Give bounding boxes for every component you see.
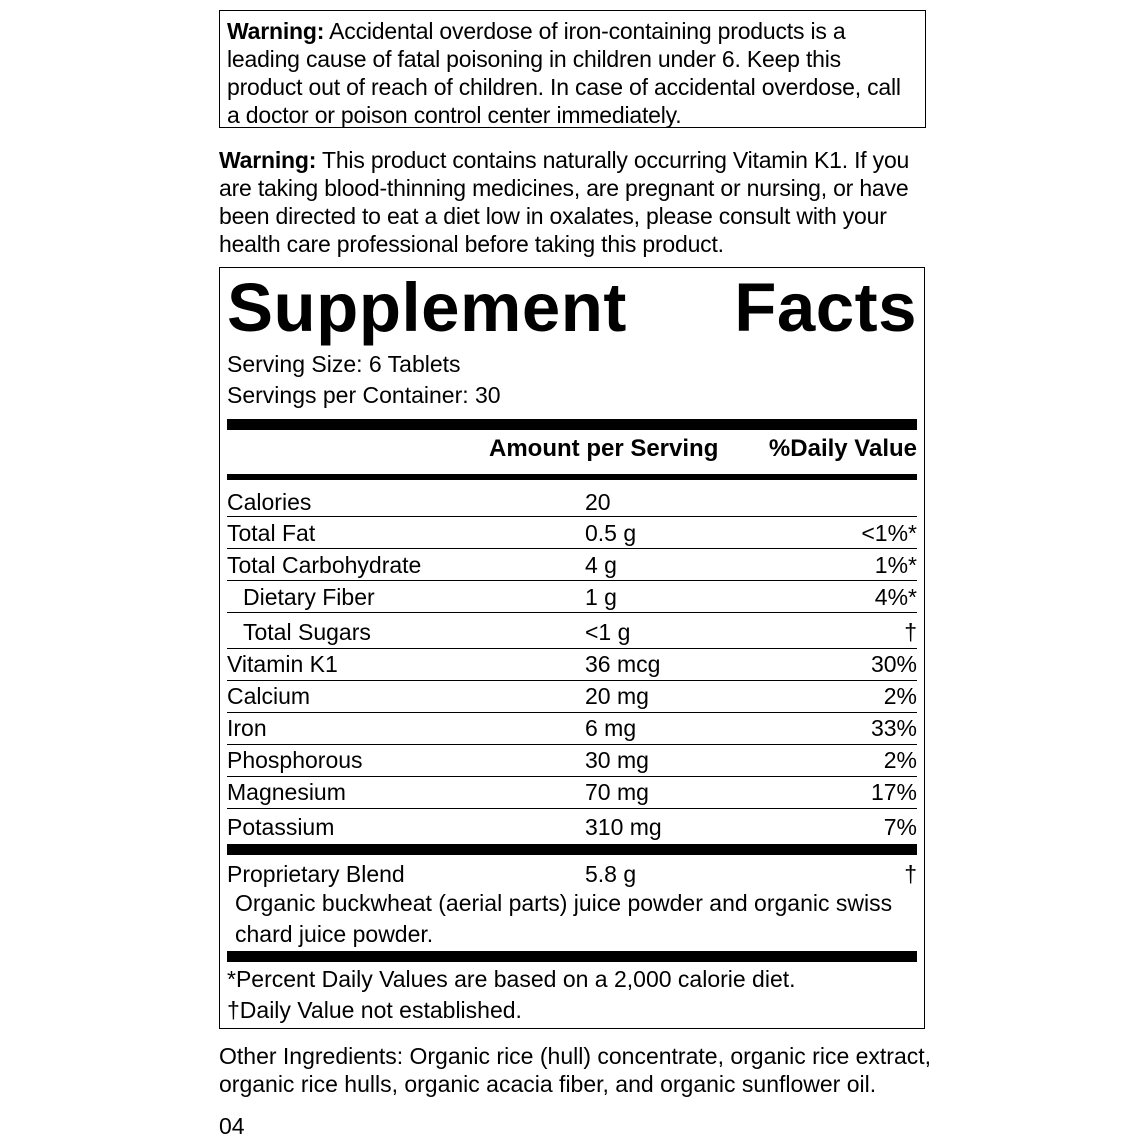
nutrient-name: Vitamin K1	[227, 651, 338, 677]
nutrient-name: Iron	[227, 715, 267, 741]
nutrient-name: Total Fat	[227, 520, 316, 546]
row-divider	[227, 516, 917, 517]
vitamin-k-warning	[219, 146, 924, 258]
row-divider	[227, 712, 917, 713]
row-divider	[227, 612, 917, 613]
nutrient-amount: <1 g	[585, 619, 631, 645]
nutrient-name: Calcium	[227, 683, 311, 709]
footnote-not-established: †Daily Value not established.	[227, 997, 522, 1023]
nutrient-daily-value: 33%	[870, 715, 917, 741]
nutrient-amount: 30 mg	[585, 747, 649, 773]
blend-description: Organic buckwheat (aerial parts) juice powder and organic swiss chard juice powder.	[235, 890, 893, 947]
servings-per-container: Servings per Container: 30	[227, 382, 501, 408]
other-ingredients: Other Ingredients: Organic rice (hull) concentrate, organic rice extract, organic rice hulls, organic acacia fiber, and organic sunflower oil.	[219, 1043, 932, 1097]
row-divider	[227, 808, 917, 809]
supplement-facts-panel	[219, 267, 925, 1029]
nutrient-amount: 36 mcg	[585, 651, 661, 677]
row-divider	[227, 648, 917, 649]
row-divider	[227, 744, 917, 745]
vitamin-k-warning-text: This product contains naturally occurring Vitamin K1. If you are taking blood-thinning medicines, are pregnant or nursing, or have been directed to eat a diet low in oxalates, please consult with your health care professional before taking this product.	[219, 147, 910, 257]
nutrient-amount: 6 mg	[585, 715, 637, 741]
nutrient-daily-value: 7%	[883, 814, 917, 840]
daily-value-header: %Daily Value	[768, 435, 917, 462]
nutrient-name: Proprietary Blend	[227, 861, 405, 887]
nutrient-amount: 1 g	[585, 584, 617, 610]
nutrient-daily-value: 17%	[870, 779, 917, 805]
nutrient-daily-value: 30%	[870, 651, 917, 677]
row-divider	[227, 680, 917, 681]
thick-divider	[227, 419, 917, 430]
serving-size: Serving Size: 6 Tablets	[227, 351, 461, 377]
row-divider	[227, 548, 917, 549]
nutrient-amount: 0.5 g	[585, 520, 637, 546]
thick-divider	[227, 844, 917, 855]
facts-title-word-1: Supplement	[227, 269, 627, 346]
nutrient-name: Calories	[227, 489, 312, 515]
row-divider	[227, 776, 917, 777]
nutrient-daily-value: †	[904, 619, 917, 645]
amount-per-serving-header: Amount per Serving	[489, 435, 719, 462]
thick-divider	[227, 951, 917, 962]
nutrient-amount: 5.8 g	[585, 861, 637, 887]
nutrient-daily-value: <1%*	[861, 520, 917, 546]
nutrient-name: Magnesium	[227, 779, 346, 805]
nutrient-daily-value: 1%*	[874, 552, 917, 578]
nutrient-name: Total Sugars	[243, 619, 371, 645]
nutrient-name: Potassium	[227, 814, 335, 840]
nutrient-name: Phosphorous	[227, 747, 363, 773]
label-code: 04	[219, 1113, 245, 1139]
warning-label: Warning:	[219, 147, 317, 173]
nutrient-daily-value: 2%	[883, 683, 917, 709]
nutrient-daily-value: †	[904, 861, 917, 887]
nutrient-amount: 310 mg	[585, 814, 662, 840]
iron-warning-text: Accidental overdose of iron-containing products is a leading cause of fatal poisoning in children under 6. Keep this product out of reach of children. In case of accidental overdose, call a doctor or poison control center immediately.	[227, 18, 901, 128]
facts-title-word-2: Facts	[734, 269, 917, 346]
nutrient-amount: 20	[585, 489, 611, 515]
warning-label: Warning:	[227, 18, 325, 44]
facts-title	[227, 269, 917, 346]
nutrient-name: Dietary Fiber	[243, 584, 375, 610]
row-divider	[227, 580, 917, 581]
nutrient-amount: 20 mg	[585, 683, 649, 709]
nutrient-amount: 4 g	[585, 552, 617, 578]
medium-divider	[227, 474, 917, 480]
nutrient-amount: 70 mg	[585, 779, 649, 805]
nutrient-name: Total Carbohydrate	[227, 552, 422, 578]
iron-warning-box	[219, 10, 926, 128]
footnote-daily-values: *Percent Daily Values are based on a 2,000 calorie diet.	[227, 966, 796, 992]
nutrient-daily-value: 4%*	[874, 584, 917, 610]
nutrient-daily-value: 2%	[883, 747, 917, 773]
